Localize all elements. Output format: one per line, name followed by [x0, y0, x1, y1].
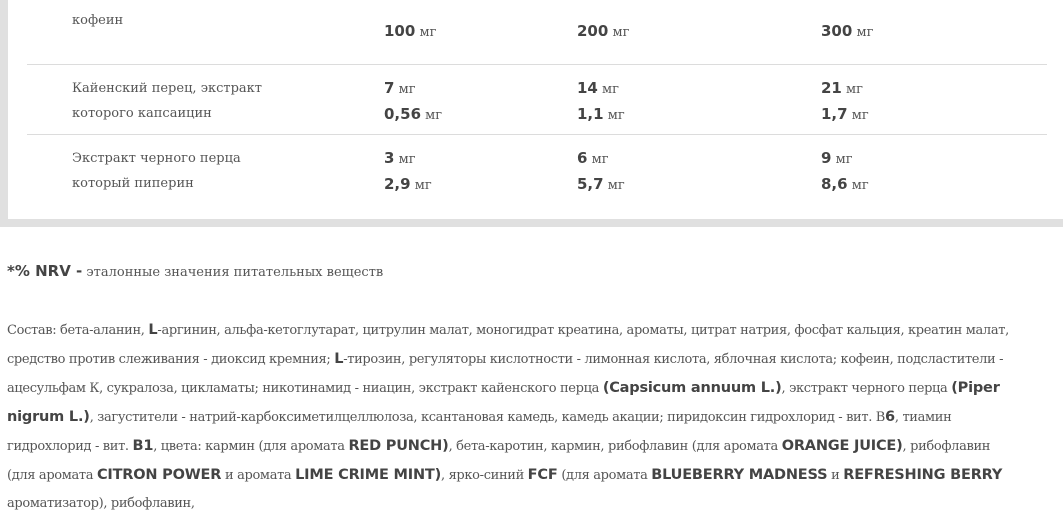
- value-number: 21: [821, 79, 842, 97]
- composition-line: [7, 432, 1063, 461]
- table-row-name: [72, 8, 123, 33]
- composition-segment: , цвета: кармин (для аромата: [153, 439, 349, 454]
- table-cell-col2: [577, 76, 625, 128]
- value-number: 3: [384, 149, 395, 167]
- composition-segment: гидрохлорид - вит.: [7, 439, 133, 454]
- table-cell-col2: [577, 146, 625, 198]
- value-number: 0,56: [384, 105, 422, 123]
- value-unit: мг: [835, 152, 853, 167]
- bold-term: (Piper: [951, 380, 1000, 396]
- value-unit: мг: [414, 178, 432, 193]
- composition-segment: ароматизатор), рибофлавин,: [7, 496, 195, 511]
- composition-segment: , рибофлавин: [902, 439, 991, 454]
- table-cell-col1: [384, 146, 432, 198]
- composition-segment: и: [827, 468, 844, 483]
- value-line: [384, 102, 442, 128]
- bold-term: 6: [884, 409, 895, 425]
- row-name-line: который пиперин: [72, 176, 194, 191]
- bold-term: ORANGE JUICE): [781, 438, 903, 454]
- table-cell-col3: [821, 76, 869, 128]
- value-line: [577, 146, 625, 172]
- nrv-label: *% NRV -: [7, 262, 83, 280]
- value-unit: мг: [602, 82, 619, 97]
- value-unit: мг: [851, 178, 869, 193]
- composition-segment: , экстракт черного перца: [781, 381, 952, 396]
- table-row-name: [72, 146, 241, 196]
- value-unit: мг: [591, 152, 609, 167]
- value-line: [384, 19, 436, 45]
- value-line: [821, 19, 873, 45]
- bold-term: LIME CRIME MINT): [295, 467, 442, 483]
- value-unit: мг: [425, 108, 443, 123]
- composition-segment: , загустители - натрий-карбоксиметилцеллюлоза, ксантановая камедь, камедь акации; пиридоксин гидрохлорид - вит. В: [89, 410, 885, 425]
- value-line: [821, 102, 869, 128]
- row-name-line: кофеин: [72, 13, 124, 28]
- value-unit: мг: [419, 25, 437, 40]
- table-cell-col1: [384, 76, 442, 128]
- bold-term: B1: [132, 438, 154, 454]
- value-line: [577, 172, 625, 198]
- row-name-line: которого капсаицин: [72, 106, 212, 121]
- bold-term: FCF: [527, 467, 558, 483]
- composition-line: [7, 490, 1063, 518]
- value-number: 8,6: [821, 175, 848, 193]
- value-line: [577, 19, 629, 45]
- value-number: 7: [384, 79, 395, 97]
- composition-segment: (для аромата: [7, 468, 97, 483]
- value-line: [384, 146, 432, 172]
- composition-line: [7, 316, 1063, 345]
- value-unit: мг: [607, 108, 625, 123]
- row-name-line: Экстракт черного перца: [72, 151, 241, 166]
- bold-term: nigrum L.): [7, 409, 90, 425]
- table-row-divider: [27, 134, 1047, 135]
- value-unit: мг: [398, 82, 416, 97]
- composition-segment: и аромата: [221, 468, 296, 483]
- value-unit: мг: [846, 82, 863, 97]
- bold-term: (Capsicum annuum L.): [602, 380, 782, 396]
- composition-segment: , ярко-синий: [441, 468, 528, 483]
- value-number: 6: [577, 149, 588, 167]
- nrv-text: эталонные значения питательных веществ: [82, 265, 384, 280]
- value-number: 5,7: [577, 175, 604, 193]
- composition-segment: , тиамин: [894, 410, 952, 425]
- value-line: [821, 172, 869, 198]
- table-row-name: [72, 76, 262, 126]
- composition-segment: -аргинин, альфа-кетоглутарат, цитрулин малат, моногидрат креатина, ароматы, цитрат натрия, фосфат кальция, креатин малат,: [157, 323, 1009, 338]
- bold-term: L: [148, 322, 158, 338]
- value-number: 300: [821, 22, 853, 40]
- value-number: 1,7: [821, 105, 848, 123]
- table-row-divider: [27, 64, 1047, 65]
- value-line: [384, 172, 432, 198]
- value-line: [821, 146, 869, 172]
- value-number: 100: [384, 22, 416, 40]
- bold-term: L: [334, 351, 344, 367]
- bold-term: REFRESHING BERRY: [843, 467, 1003, 483]
- composition-segment: (для аромата: [557, 468, 652, 483]
- table-cell-col2: [577, 19, 629, 45]
- value-line: [577, 102, 625, 128]
- composition-segment: Состав: бета-аланин,: [7, 323, 149, 338]
- table-cell-col1: [384, 19, 436, 45]
- value-number: 200: [577, 22, 609, 40]
- composition-line: [7, 461, 1063, 490]
- value-line: [384, 76, 442, 102]
- value-line: [821, 76, 869, 102]
- value-number: 1,1: [577, 105, 604, 123]
- value-number: 14: [577, 79, 598, 97]
- composition-line: [7, 345, 1063, 374]
- composition-line: [7, 403, 1063, 432]
- composition-line: [7, 374, 1063, 403]
- value-unit: мг: [612, 25, 630, 40]
- table-cell-col3: [821, 19, 873, 45]
- value-unit: мг: [856, 25, 874, 40]
- composition-segment: -тирозин, регуляторы кислотности - лимонная кислота, яблочная кислота; кофеин, подсластители -: [343, 352, 1004, 367]
- value-unit: мг: [398, 152, 416, 167]
- composition-text: [7, 316, 1063, 518]
- bold-term: CITRON POWER: [96, 467, 222, 483]
- bold-term: RED PUNCH): [348, 438, 449, 454]
- value-unit: мг: [851, 108, 869, 123]
- composition-segment: ацесульфам К, сукралоза, цикламаты; никотинамид - ниацин, экстракт кайенского перца: [7, 381, 603, 396]
- value-line: [577, 76, 625, 102]
- value-unit: мг: [607, 178, 625, 193]
- table-cell-col3: [821, 146, 869, 198]
- row-name-line: Кайенский перец, экстракт: [72, 81, 262, 96]
- bold-term: BLUEBERRY MADNESS: [651, 467, 828, 483]
- composition-segment: средство против слеживания - диоксид кремния;: [7, 352, 335, 367]
- composition-segment: , бета-каротин, кармин, рибофлавин (для аромата: [448, 439, 782, 454]
- nrv-note: [7, 262, 383, 280]
- value-number: 2,9: [384, 175, 411, 193]
- value-number: 9: [821, 149, 832, 167]
